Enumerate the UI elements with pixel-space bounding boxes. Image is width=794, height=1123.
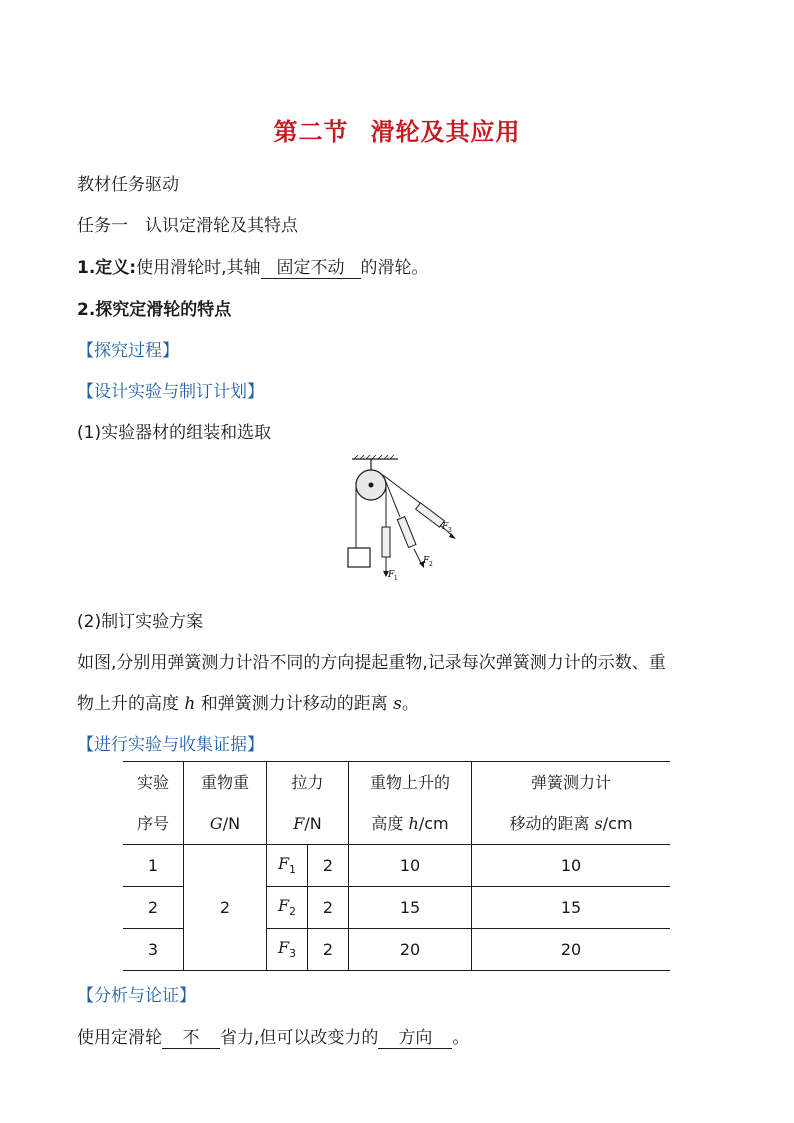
cell-trial: 1 [123, 845, 184, 887]
cell-distance: 20 [472, 929, 671, 971]
weight-block [348, 548, 370, 567]
definition-answer: 固定不动 [261, 258, 361, 279]
cell-force-symbol: $F_3$ [267, 929, 308, 971]
cell-height: 15 [349, 887, 472, 929]
design-label: 【设计实验与制订计划】 [77, 382, 264, 402]
cell-distance: 15 [472, 887, 671, 929]
cell-weight: 2 [184, 845, 267, 971]
plan-line-2: 物上升的高度 h 和弹簧测力计移动的距离 s。 [77, 694, 419, 714]
cell-force-symbol: $F_2$ [267, 887, 308, 929]
cell-force-value: 2 [308, 887, 349, 929]
table-row [123, 845, 670, 887]
svg-text:F: F [442, 522, 449, 532]
process-label: 【探究过程】 [77, 341, 179, 361]
task-heading: 任务一 认识定滑轮及其特点 [77, 216, 298, 236]
heading-explore: 2.探究定滑轮的特点 [77, 300, 232, 320]
section-label: 教材任务驱动 [77, 175, 179, 195]
title-part1: 第二节 [273, 118, 349, 146]
title-part2: 滑轮及其应用 [370, 118, 521, 146]
cell-force-symbol: $F_1$ [267, 845, 308, 887]
plan-line-1: 如图,分别用弹簧测力计沿不同的方向提起重物,记录每次弹簧测力计的示数、重 [77, 653, 666, 673]
cell-force-value: 2 [308, 929, 349, 971]
analysis-label: 【分析与论证】 [77, 986, 196, 1006]
svg-text:3: 3 [448, 527, 452, 534]
step1-text: (1)实验器材的组装和选取 [77, 423, 272, 443]
page-title [0, 112, 794, 147]
conclusion-line: 使用定滑轮 不 省力,但可以改变力的 方向 。 [77, 1028, 470, 1048]
cell-height: 20 [349, 929, 472, 971]
header-trial: 实验 序号 [123, 762, 184, 845]
svg-text:F: F [423, 556, 430, 566]
header-distance: 弹簧测力计 移动的距离 s/cm [472, 762, 671, 845]
svg-text:F: F [388, 570, 395, 580]
definition-text-end: 的滑轮。 [360, 258, 429, 278]
header-force: 拉力 F/N [267, 762, 349, 845]
collect-label: 【进行实验与收集证据】 [77, 735, 264, 755]
cell-force-value: 2 [308, 845, 349, 887]
svg-text:1: 1 [394, 575, 398, 582]
cell-height: 10 [349, 845, 472, 887]
cell-trial: 2 [123, 887, 184, 929]
cell-trial: 3 [123, 929, 184, 971]
experiment-table [123, 761, 670, 971]
definition-text: 使用滑轮时,其轴 [136, 258, 261, 278]
svg-text:2: 2 [429, 561, 433, 568]
conclusion-answer-1: 不 [162, 1028, 220, 1049]
definition-number: 1.定义: [77, 258, 137, 278]
definition-line [77, 253, 429, 279]
conclusion-answer-2: 方向 [378, 1028, 452, 1049]
cell-distance: 10 [472, 845, 671, 887]
pulley-figure [340, 455, 470, 585]
header-height: 重物上升的 高度 h/cm [349, 762, 472, 845]
header-weight: 重物重 G/N [184, 762, 267, 845]
step2-text: (2)制订实验方案 [77, 612, 204, 632]
